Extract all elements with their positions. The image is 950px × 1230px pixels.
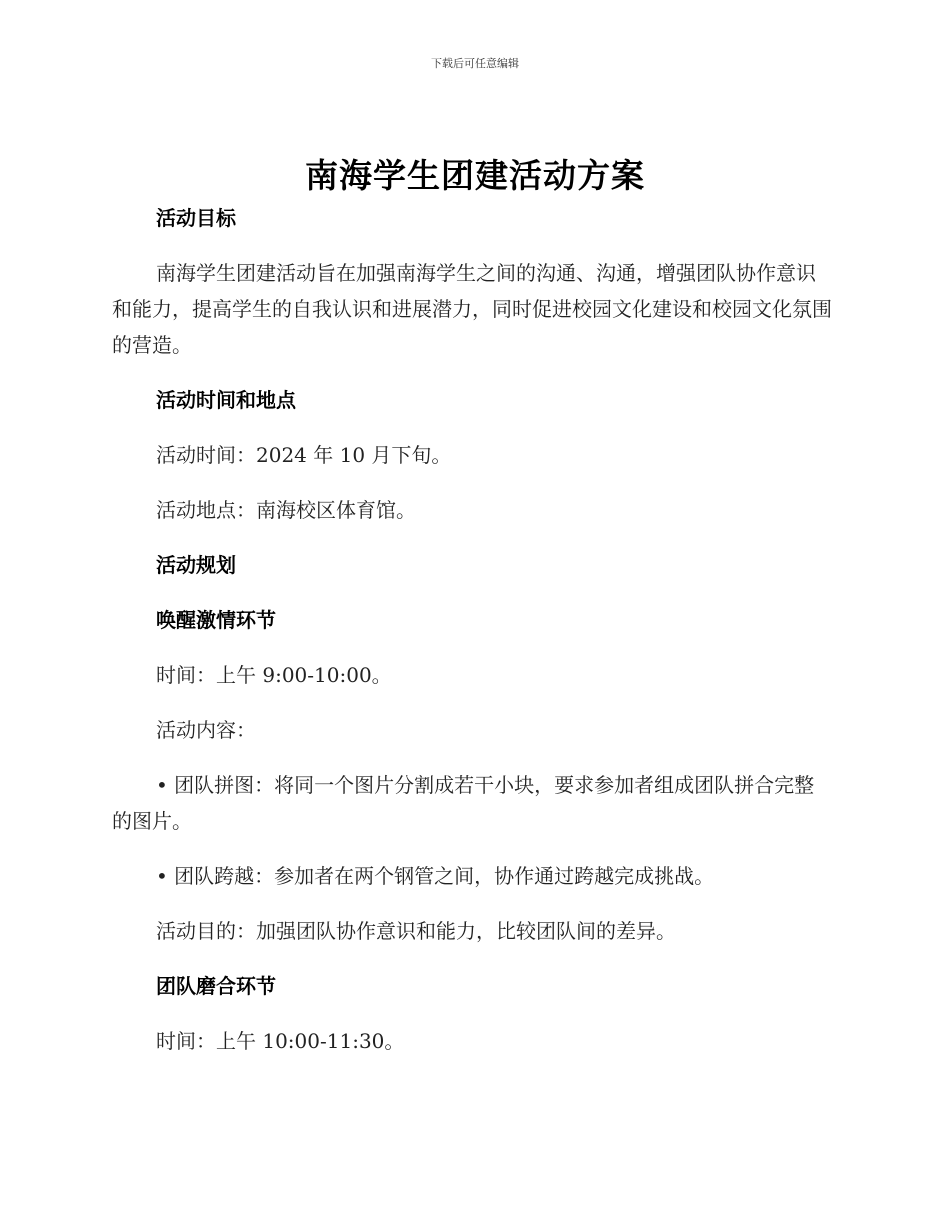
heading-phase2: 团队磨合环节 <box>156 974 276 998</box>
paragraph-goal: 南海学生团建活动旨在加强南海学生之间的沟通、沟通，增强团队协作意识和能力，提高学生的自我认识和进展潜力，同时促进校园文化建设和校园文化氛围的营造。 <box>112 261 832 357</box>
paragraph-phase1-time: 时间：上午 9:00-10:00。 <box>156 663 392 687</box>
paragraph-phase2-time: 时间：上午 10:00-11:30。 <box>156 1029 405 1053</box>
list-item-team-puzzle: • 团队拼图：将同一个图片分割成若干小块，要求参加者组成团队拼合完整的图片。 <box>112 773 815 833</box>
document-title: 南海学生团建活动方案 <box>305 156 645 195</box>
paragraph-time: 活动时间：2024 年 10 月下旬。 <box>156 443 452 467</box>
paragraph-phase1-purpose: 活动目的：加强团队协作意识和能力，比较团队间的差异。 <box>156 919 676 943</box>
paragraph-place: 活动地点：南海校区体育馆。 <box>156 498 416 522</box>
header-note: 下载后可任意编辑 <box>431 57 519 70</box>
heading-goal: 活动目标 <box>156 206 236 230</box>
document-body <box>112 200 834 1059</box>
heading-time-place: 活动时间和地点 <box>156 388 296 412</box>
list-item-team-crossing: • 团队跨越：参加者在两个钢管之间，协作通过跨越完成挑战。 <box>156 864 715 888</box>
heading-phase1: 唤醒激情环节 <box>156 608 276 632</box>
paragraph-phase1-content-label: 活动内容： <box>156 718 256 742</box>
heading-plan: 活动规划 <box>156 553 236 577</box>
